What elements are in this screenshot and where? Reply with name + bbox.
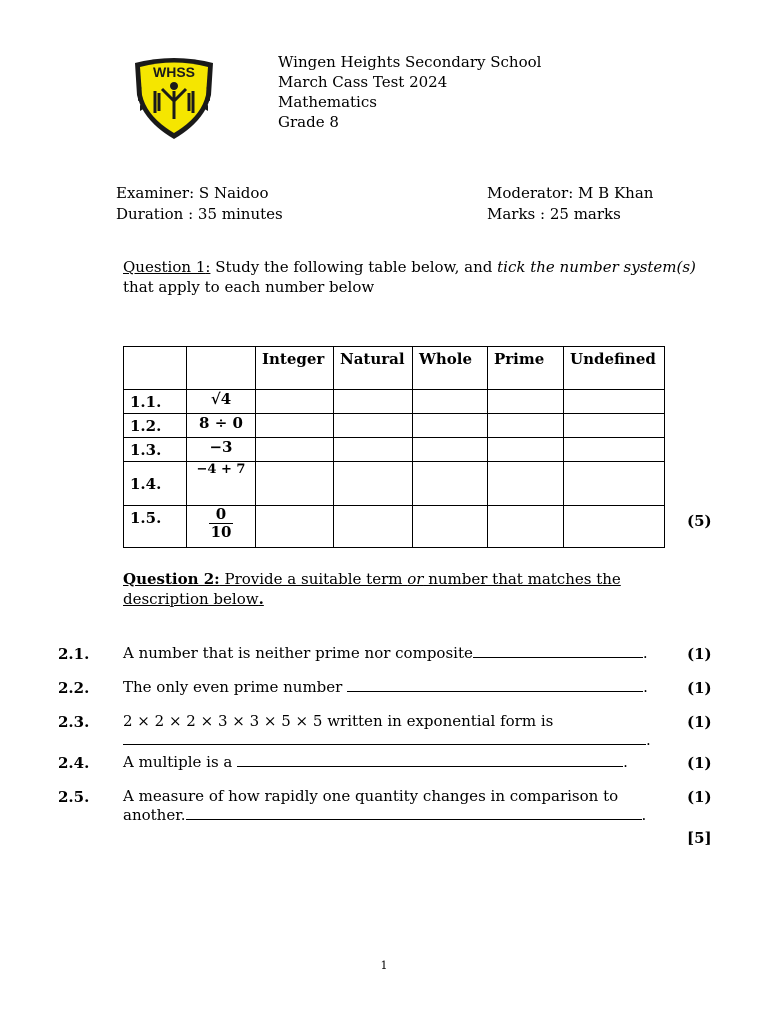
tick-cell[interactable]	[256, 462, 334, 506]
tick-cell[interactable]	[488, 506, 564, 548]
test-name: March Cass Test 2024	[278, 73, 448, 91]
question-1-marks: (5)	[687, 512, 712, 530]
logo-text: WHSS	[153, 64, 195, 80]
tick-cell[interactable]	[413, 462, 488, 506]
page-number: 1	[380, 959, 388, 972]
item-number: 2.2.	[58, 679, 90, 697]
answer-blank[interactable]	[123, 732, 646, 745]
item-marks: (1)	[687, 788, 712, 806]
fraction: $\frac{0}{10}$	[210, 505, 232, 541]
question-1-label: Question 1:	[123, 258, 211, 276]
tick-cell[interactable]	[413, 506, 488, 548]
row-expression	[187, 390, 256, 414]
table-row	[124, 438, 665, 462]
table-row	[124, 462, 665, 506]
row-number: 1.5.	[124, 506, 187, 548]
subject-name: Mathematics	[278, 93, 377, 111]
question-2-total: [5]	[687, 829, 712, 847]
item-marks: (1)	[687, 679, 712, 697]
duration: Duration : 35 minutes	[116, 205, 283, 223]
number-systems-table	[123, 346, 665, 548]
tick-cell[interactable]	[334, 462, 413, 506]
row-expression	[187, 506, 256, 548]
school-header	[278, 52, 541, 132]
meta-left	[116, 183, 283, 225]
item-text: A number that is neither prime nor composite .	[123, 644, 648, 662]
table-header-row	[124, 347, 665, 390]
header-empty-1	[124, 347, 187, 390]
header-empty-2	[187, 347, 256, 390]
tick-cell[interactable]	[334, 390, 413, 414]
tick-cell[interactable]	[334, 506, 413, 548]
row-expression: −4 + 7	[187, 462, 256, 506]
tick-cell[interactable]	[564, 414, 665, 438]
examiner: Examiner: S Naidoo	[116, 184, 269, 202]
tick-cell[interactable]	[334, 414, 413, 438]
school-logo	[131, 55, 217, 141]
answer-blank[interactable]	[347, 679, 643, 692]
item-text: A multiple is a .	[123, 753, 628, 771]
answer-blank[interactable]	[186, 807, 642, 820]
tick-cell[interactable]	[256, 506, 334, 548]
tick-cell[interactable]	[564, 390, 665, 414]
col-undefined: Undefined	[564, 347, 665, 390]
tick-cell[interactable]	[256, 414, 334, 438]
row-expression: −3	[187, 438, 256, 462]
table-row	[124, 506, 665, 548]
row-number: 1.3.	[124, 438, 187, 462]
tick-cell[interactable]	[488, 462, 564, 506]
row-number: 1.4.	[124, 462, 187, 506]
tick-cell[interactable]	[256, 390, 334, 414]
col-natural: Natural	[334, 347, 413, 390]
tick-cell[interactable]	[564, 438, 665, 462]
meta-right	[487, 183, 653, 225]
tick-cell[interactable]	[256, 438, 334, 462]
tick-cell[interactable]	[413, 414, 488, 438]
tick-cell[interactable]	[413, 390, 488, 414]
item-number: 2.3.	[58, 713, 90, 731]
tick-cell[interactable]	[564, 506, 665, 548]
item-text: The only even prime number .	[123, 678, 648, 696]
question-2-prompt: Question 2: Provide a suitable term or number that matches the description below.	[123, 570, 621, 608]
col-integer: Integer	[256, 347, 334, 390]
row-number: 1.1.	[124, 390, 187, 414]
col-whole: Whole	[413, 347, 488, 390]
item-marks: (1)	[687, 713, 712, 731]
table-row	[124, 390, 665, 414]
item-number: 2.4.	[58, 754, 90, 772]
school-name: Wingen Heights Secondary School	[278, 53, 542, 71]
item-marks: (1)	[687, 754, 712, 772]
item-text: 2 × 2 × 2 × 3 × 3 × 5 × 5 written in exponential form is .	[123, 712, 651, 749]
tick-cell[interactable]	[413, 438, 488, 462]
tick-cell[interactable]	[564, 462, 665, 506]
moderator: Moderator: M B Khan	[487, 184, 654, 202]
col-prime: Prime	[488, 347, 564, 390]
grade-name: Grade 8	[278, 113, 339, 131]
item-number: 2.5.	[58, 788, 90, 806]
table-row	[124, 414, 665, 438]
row-expression: 8 ÷ 0	[187, 414, 256, 438]
tick-cell[interactable]	[334, 438, 413, 462]
total-marks: Marks : 25 marks	[487, 205, 621, 223]
question-1-prompt: Question 1: Study the following table below, and tick the number system(s) that apply to each number below	[123, 258, 696, 296]
row-number: 1.2.	[124, 414, 187, 438]
item-text: A measure of how rapidly one quantity changes in comparison to another. .	[123, 787, 647, 824]
tick-cell[interactable]	[488, 438, 564, 462]
sqrt-symbol: √4	[210, 390, 232, 408]
tick-cell[interactable]	[488, 390, 564, 414]
answer-blank[interactable]	[237, 754, 623, 767]
item-marks: (1)	[687, 645, 712, 663]
answer-blank[interactable]	[473, 645, 643, 658]
tick-cell[interactable]	[488, 414, 564, 438]
item-number: 2.1.	[58, 645, 90, 663]
question-2-label: Question 2:	[123, 570, 220, 588]
